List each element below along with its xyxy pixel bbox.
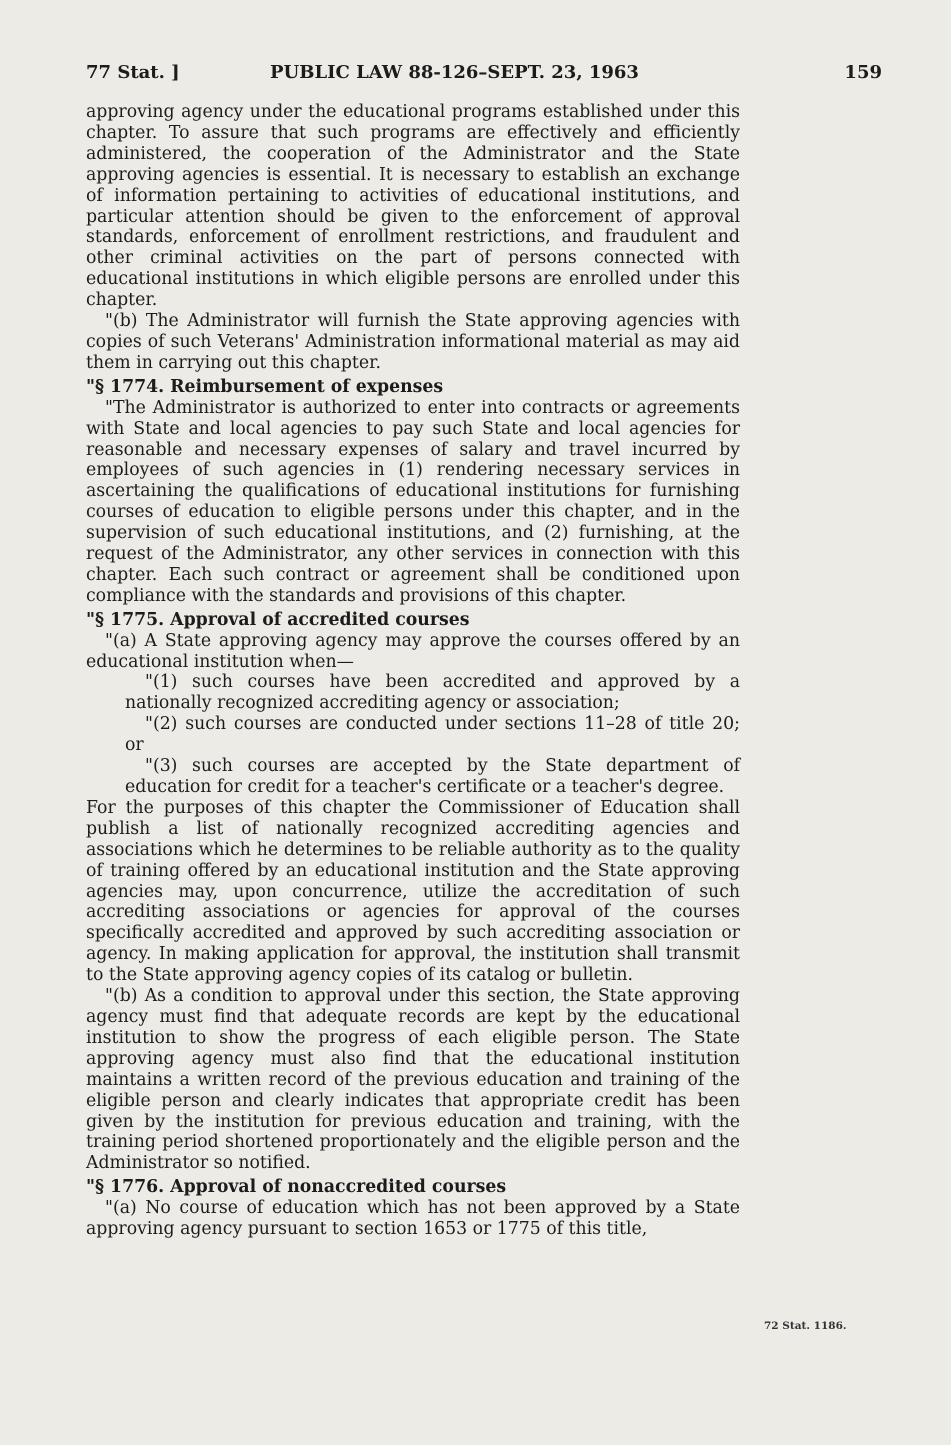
section-heading-1774: "§ 1774. Reimbursement of expenses (86, 376, 444, 397)
paragraph-1775-a: "(a) A State approving agency may approve the courses offered by an educational institution when— (86, 630, 740, 672)
paragraph-1775-b: "(b) As a condition to approval under this section, the State approving agency must find that adequate records are kept by the educational institution to show the progress of each eligible person. The State approving agency must also find that the educational institution maintains a written record of the previous education and training of the eligible person and clearly indicates that appropriate credit has been given by the institution for previous education and training, with the training period shortened proportionately and the eligible person and the Administrator so notified. (86, 986, 740, 1174)
law-title: PUBLIC LAW 88-126–SEPT. 23, 1963 (270, 62, 639, 83)
document-body (86, 102, 740, 1240)
clause-1775-a-1: "(1) such courses have been accredited and approved by a nationally recognized accrediting agency or association; (125, 672, 740, 714)
clause-1775-a-2: "(2) such courses are conducted under sections 11–28 of title 20; or (125, 714, 740, 756)
section-heading-1776: "§ 1776. Approval of nonaccredited courses (86, 1177, 507, 1198)
running-header (86, 62, 882, 86)
page-number: 159 (844, 62, 882, 83)
margin-citation: 72 Stat. 1186. (764, 1320, 847, 1332)
paragraph-1773-b: "(b) The Administrator will furnish the State approving agencies with copies of such Veterans' Administration informational material as may aid them in carrying out this chapter. (86, 311, 740, 373)
section-heading-1775: "§ 1775. Approval of accredited courses (86, 609, 470, 630)
paragraph-1774: "The Administrator is authorized to enter into contracts or agreements with State and local agencies to pay such State and local agencies for reasonable and necessary expenses of salary and travel incurred by employees of such agencies in (1) rendering necessary services in ascertaining the qualifications of educational institutions for furnishing courses of education to eligible persons under this chapter, and in the supervision of such educational institutions, and (2) furnishing, at the request of the Administrator, any other services in connection with this chapter. Each such contract or agreement shall be conditioned upon compliance with the standards and provisions of this chapter. (86, 397, 740, 606)
paragraph-continuation: approving agency under the educational programs established under this chapter. To assure that such programs are effectively and efficiently administered, the cooperation of the Administrator and the State approving agencies is essential. It is necessary to establish an exchange of information pertaining to activities of educational institutions, and particular attention should be given to the enforcement of approval standards, enforcement of enrollment restrictions, and fraudulent and other criminal activities on the part of persons connected with educational institutions in which eligible persons are enrolled under this chapter. (86, 102, 740, 311)
statute-reference: 77 Stat. ] (86, 62, 180, 83)
paragraph-1775-purposes: For the purposes of this chapter the Commissioner of Education shall publish a list of nationally recognized accrediting agencies and associations which he determines to be reliable authority as to the quality of training offered by an educational institution and the State approving agencies may, upon concurrence, utilize the accreditation of such accrediting associations or agencies for approval of the courses specifically accredited and approved by such accrediting association or agency. In making application for approval, the institution shall transmit to the State approving agency copies of its catalog or bulletin. (86, 797, 740, 986)
clause-1775-a-3: "(3) such courses are accepted by the State department of education for credit for a teacher's certificate or a teacher's degree. (125, 756, 740, 797)
paragraph-1776-a: "(a) No course of education which has not been approved by a State approving agency pursuant to section 1653 or 1775 of this title, (86, 1198, 740, 1240)
